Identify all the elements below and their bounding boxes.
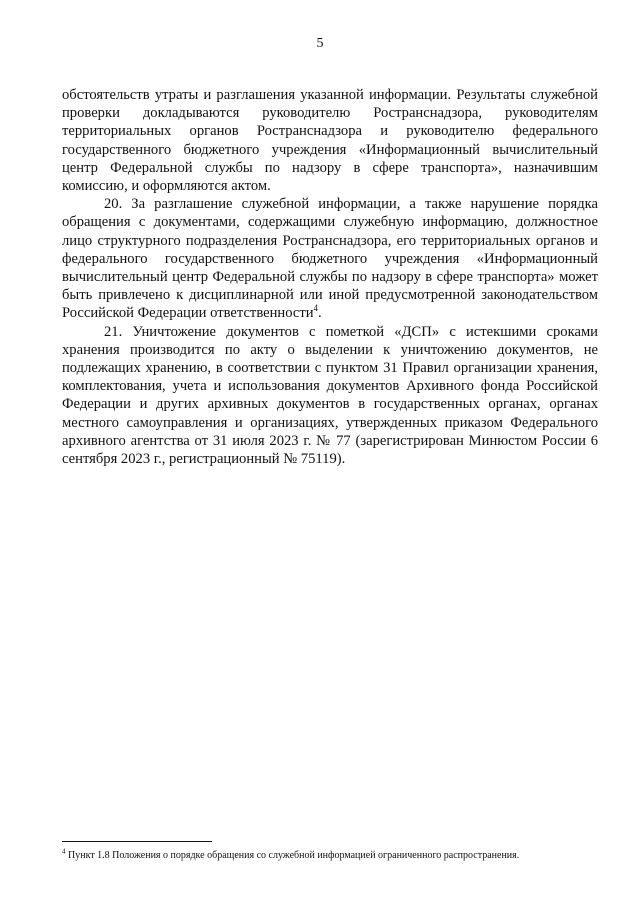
footnote-marker: 4: [62, 847, 66, 856]
footnote-reference[interactable]: 4: [313, 303, 319, 314]
paragraph-20-end: .: [318, 305, 322, 322]
document-body: [62, 86, 598, 468]
paragraph-continuation: обстоятельств утраты и разглашения указанной информации. Результаты служебной проверки докладываются руководителю Ространснадзора, руководителям территориальных органов Ространснадзора и руководителю федерального государственного бюджетного учреждения «Информационный вычислительный центр Федеральной службы по надзору в сфере транспорта», назначившим комиссию, и оформляются актом.: [62, 87, 598, 195]
paragraph-21: 21. Уничтожение документов с пометкой «ДСП» с истекшими сроками хранения производится по акту о выделении к уничтожению документов, не подлежащих хранению, в соответствии с пунктом 31 Правил организации хранения, комплектования, учета и использования документов Архивного фонда Российской Федерации и других архивных документов в государственных органах, органах местного самоуправления и организациях, утвержденных приказом Федерального архивного агентства от 31 июля 2023 г. № 77 (зарегистрирован Минюстом России 6 сентября 2023 г., регистрационный № 75119).: [62, 323, 598, 468]
paragraph-20: [62, 195, 598, 322]
footnote-separator: [62, 841, 212, 842]
footnote: [62, 849, 598, 862]
footnote-text: Пункт 1.8 Положения о порядке обращения со служебной информацией ограниченного распространения.: [68, 850, 520, 861]
paragraph-20-text: 20. За разглашение служебной информации, а также нарушение порядка обращения с документами, содержащими служебную информацию, должностное лицо структурного подразделения Ространснадзора, его территориальных органов и федерального государственного бюджетного учреждения «Информационный вычислительный центр Федеральной службы по надзору в сфере транспорта» может быть привлечено к дисциплинарной или иной предусмотренной законодательством Российской Федерации ответственности: [62, 196, 598, 322]
page-number: 5: [316, 36, 324, 51]
